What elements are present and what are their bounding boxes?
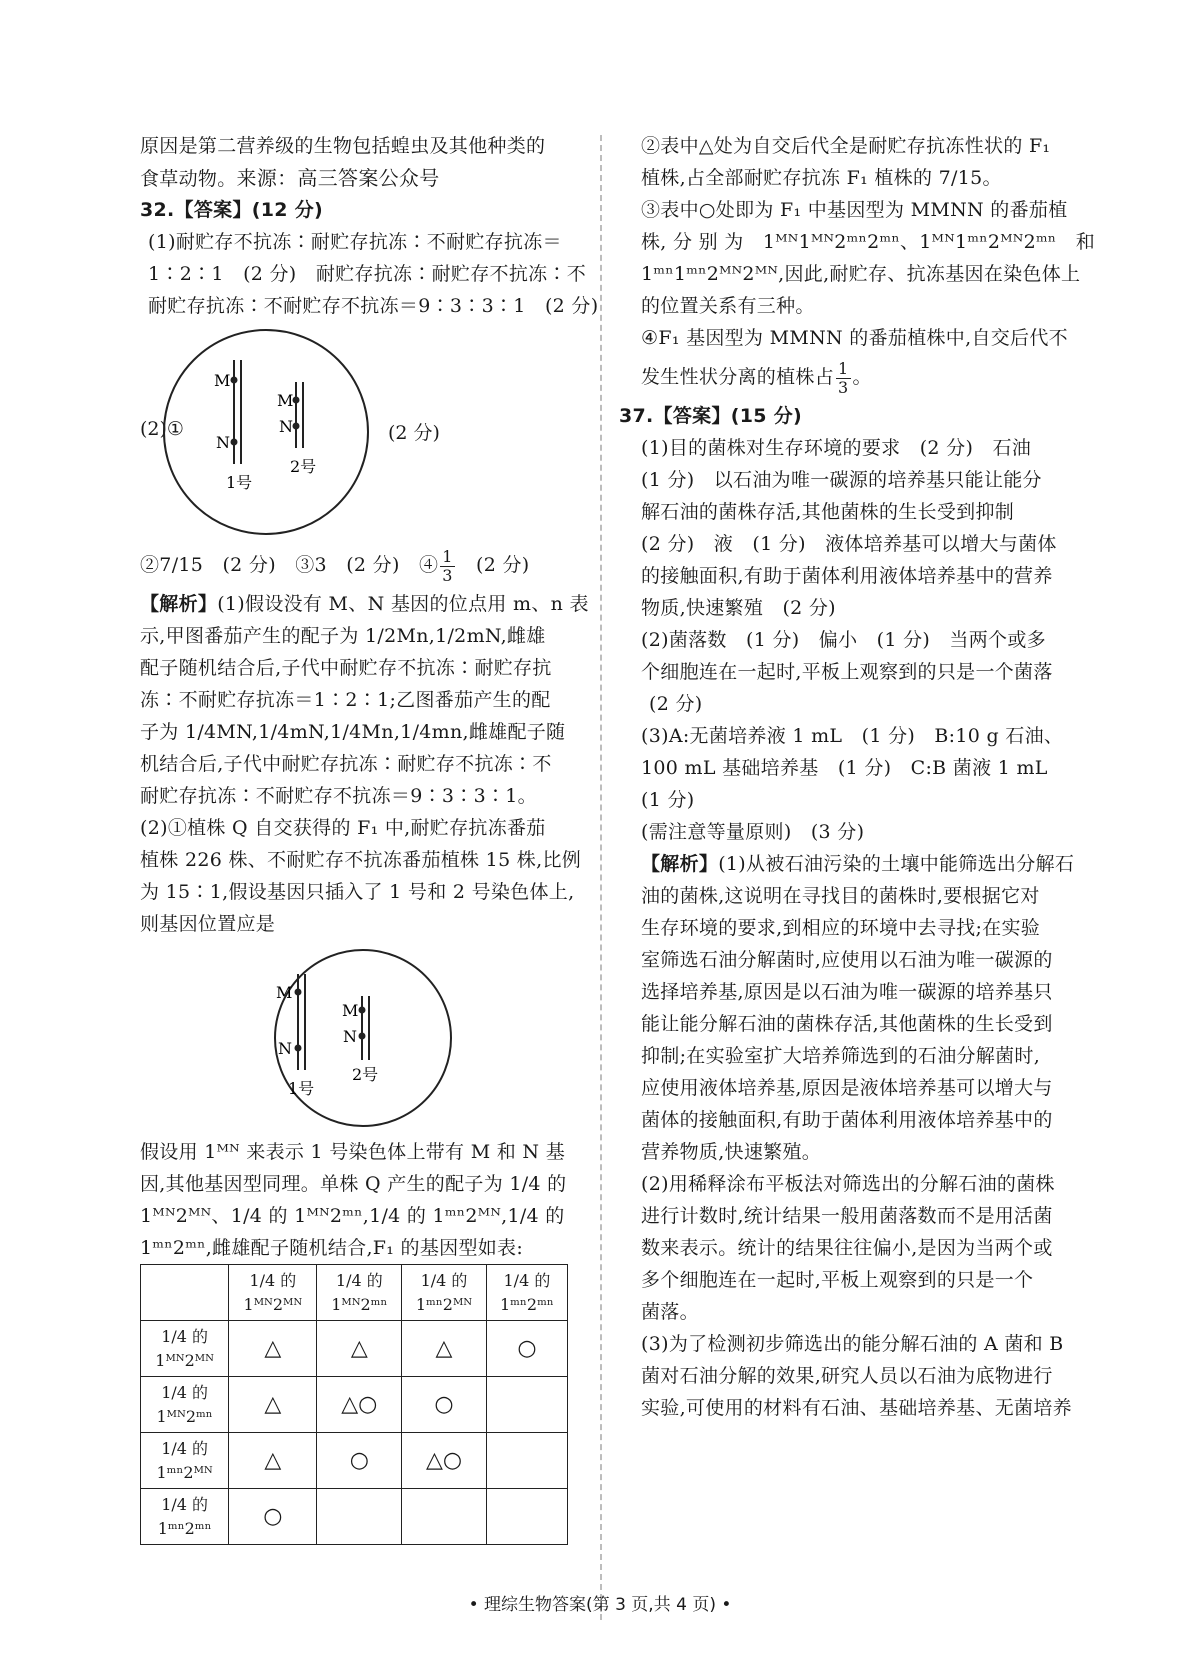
text-line: 生存环境的要求,到相应的环境中去寻找;在实验	[641, 917, 1041, 939]
table-header-cell: 1/4 的 1ᵐⁿ2ᴹᴺ	[402, 1265, 487, 1321]
gene-N-label: N	[216, 433, 230, 452]
text-line: 100 mL 基础培养基 (1 分) C:B 菌液 1 mL	[641, 757, 1048, 779]
text-line: 耐贮存抗冻∶不耐贮存不抗冻＝9∶3∶3∶1 (2 分)	[148, 295, 599, 317]
chromosome-diagram-1	[140, 322, 572, 542]
table-cell: △	[402, 1321, 487, 1377]
table-cell: △○	[402, 1433, 487, 1489]
text-line: 进行计数时,统计结果一般用菌落数而不是用活菌	[641, 1205, 1053, 1227]
text-line: 选择培养基,原因是以石油为唯一碳源的培养基只	[641, 981, 1053, 1003]
table-cell	[486, 1433, 567, 1489]
gene-M-label: M	[214, 371, 231, 390]
table-row-header: 1/4 的 1ᴹᴺ2ᵐⁿ	[141, 1377, 229, 1433]
text-line: 抑制;在实验室扩大培养筛选到的石油分解菌时,	[641, 1045, 1041, 1067]
text-line	[140, 542, 572, 588]
table-cell: △	[229, 1377, 317, 1433]
diagram-1-row	[140, 322, 572, 542]
text-line: 解石油的菌株存活,其他菌株的生长受到抑制	[641, 501, 1015, 523]
diagram-1-label: (2)①	[140, 418, 184, 440]
text-line: 室筛选石油分解菌时,应使用以石油为唯一碳源的	[641, 949, 1053, 971]
text-line: 能让能分解石油的菌株存活,其他菌株的生长受到	[641, 1013, 1053, 1035]
text-line: (1)耐贮存不抗冻∶耐贮存抗冻∶不耐贮存抗冻＝	[148, 231, 562, 253]
table-cell	[486, 1489, 567, 1545]
table-header-cell: 1/4 的 1ᴹᴺ2ᵐⁿ	[317, 1265, 402, 1321]
text-line: ③表中○处即为 F₁ 中基因型为 MMNN 的番茄植	[641, 199, 1068, 221]
text-line: ②表中△处为自交后代全是耐贮存抗冻性状的 F₁	[641, 135, 1051, 157]
table-row	[141, 1321, 568, 1377]
text-line: 油的菌株,这说明在寻找目的菌株时,要根据它对	[641, 885, 1040, 907]
fraction-numerator: 1	[838, 358, 849, 378]
text-line: (1 分)	[641, 789, 695, 811]
text-line: (1)目的菌株对生存环境的要求 (2 分) 石油	[641, 437, 1032, 459]
text-line: 冻∶不耐贮存抗冻＝1∶2∶1;乙图番茄产生的配	[140, 689, 551, 711]
text-span: (1)假设没有 M、N 基因的位点用 m、n 表	[217, 593, 589, 615]
text-line: 耐贮存抗冻∶不耐贮存不抗冻＝9∶3∶3∶1。	[140, 785, 537, 807]
text-line: 应使用液体培养基,原因是液体培养基可以增大与	[641, 1077, 1053, 1099]
text-span: 发生性状分离的植株占	[641, 366, 835, 388]
analysis-tag: 【解析】	[641, 853, 719, 875]
text-line	[641, 848, 1075, 880]
text-line: 的位置关系有三种。	[641, 295, 815, 317]
page-footer: • 理综生物答案(第 3 页,共 4 页) •	[468, 1595, 732, 1615]
chromosome-2-label: 2号	[290, 457, 317, 476]
chromosome-2-label: 2号	[352, 1065, 379, 1084]
q37-header: 37.【答案】(15 分)	[619, 405, 802, 427]
fraction-denominator: 3	[442, 565, 453, 585]
text-line: 个细胞连在一起时,平板上观察到的只是一个菌落	[641, 661, 1053, 683]
fraction	[836, 360, 850, 397]
text-line: 假设用 1ᴹᴺ 来表示 1 号染色体上带有 M 和 N 基	[140, 1141, 565, 1163]
table-cell: △	[229, 1433, 317, 1489]
table-corner-cell	[141, 1265, 229, 1321]
table-cell: ○	[486, 1321, 567, 1377]
fraction	[440, 548, 454, 585]
text-line: 原因是第二营养级的生物包括蝗虫及其他种类的	[140, 135, 546, 157]
text-line: 因,其他基因型同理。单株 Q 产生的配子为 1/4 的	[140, 1173, 567, 1195]
source-note: 来源：高三答案公众号	[236, 166, 440, 190]
text-line: 菌体的接触面积,有助于菌体利用液体培养基中的	[641, 1109, 1053, 1131]
diagram-1-score: (2 分)	[388, 422, 440, 444]
text-line: 多个细胞连在一起时,平板上观察到的只是一个	[641, 1269, 1034, 1291]
text-line: (2)用稀释涂布平板法对筛选出的分解石油的菌株	[641, 1173, 1055, 1195]
chromosome-diagram-2	[140, 940, 572, 1136]
table-cell: △	[229, 1321, 317, 1377]
right-column	[619, 130, 1096, 1424]
gene-M-label: M	[342, 1001, 359, 1020]
table-row	[141, 1377, 568, 1433]
table-header-cell: 1/4 的 1ᴹᴺ2ᴹᴺ	[229, 1265, 317, 1321]
column-divider	[600, 135, 602, 1620]
text-line: 为 15∶1,假设基因只插入了 1 号和 2 号染色体上,	[140, 881, 575, 903]
text-line: 植株,占全部耐贮存抗冻 F₁ 植株的 7/15。	[641, 167, 1002, 189]
text-span: (1)从被石油污染的土壤中能筛选出分解石	[718, 853, 1075, 875]
table-cell: △○	[317, 1377, 402, 1433]
text-span: ②7/15 (2 分) ③3 (2 分) ④	[140, 554, 439, 576]
text-line: (2 分)	[649, 693, 703, 715]
text-line: 1ᴹᴺ2ᴹᴺ、1/4 的 1ᴹᴺ2ᵐⁿ,1/4 的 1ᵐⁿ2ᴹᴺ,1/4 的	[140, 1205, 565, 1227]
chromosome-1-label: 1号	[226, 473, 253, 492]
left-column	[140, 130, 599, 1545]
text-line: 则基因位置应是	[140, 913, 276, 935]
table-cell: △	[317, 1321, 402, 1377]
text-line: 菌对石油分解的效果,研究人员以石油为底物进行	[641, 1365, 1053, 1387]
text-line: (3)为了检测初步筛选出的能分解石油的 A 菌和 B	[641, 1333, 1064, 1355]
table-row-header: 1/4 的 1ᵐⁿ2ᵐⁿ	[141, 1489, 229, 1545]
analysis-tag: 【解析】	[140, 593, 218, 615]
gene-N-label: N	[343, 1027, 357, 1046]
text-span: (2 分)	[456, 554, 530, 576]
text-line: 数来表示。统计的结果往往偏小,是因为当两个或	[641, 1237, 1053, 1259]
table-cell: ○	[402, 1377, 487, 1433]
text-line	[140, 588, 589, 620]
table-header-cell: 1/4 的 1ᵐⁿ2ᵐⁿ	[486, 1265, 567, 1321]
genotype-table	[140, 1264, 568, 1545]
text-line: (需注意等量原则) (3 分)	[641, 821, 865, 843]
diagram-2-row	[140, 940, 572, 1136]
text-line: 株, 分 别 为 1ᴹᴺ1ᴹᴺ2ᵐⁿ2ᵐⁿ、1ᴹᴺ1ᵐⁿ2ᴹᴺ2ᵐⁿ 和	[641, 231, 1096, 253]
table-header-row	[141, 1265, 568, 1321]
text-span: 食草动物。	[140, 168, 237, 190]
text-line: 营养物质,快速繁殖。	[641, 1141, 822, 1163]
text-line	[641, 354, 1071, 400]
table-cell	[486, 1377, 567, 1433]
table-cell	[402, 1489, 487, 1545]
gene-N-label: N	[278, 1039, 292, 1058]
q32-header: 32.【答案】(12 分)	[140, 199, 323, 221]
text-line: (2 分) 液 (1 分) 液体培养基可以增大与菌体	[641, 533, 1057, 555]
text-line: (2)①植株 Q 自交获得的 F₁ 中,耐贮存抗冻番茄	[140, 817, 546, 839]
table-row	[141, 1489, 568, 1545]
table-row-header: 1/4 的 1ᵐⁿ2ᴹᴺ	[141, 1433, 229, 1489]
table-row-header: 1/4 的 1ᴹᴺ2ᴹᴺ	[141, 1321, 229, 1377]
gene-N-label: N	[279, 417, 293, 436]
text-line: 1∶2∶1 (2 分) 耐贮存抗冻∶耐贮存不抗冻∶不	[148, 263, 587, 285]
text-line: (2)菌落数 (1 分) 偏小 (1 分) 当两个或多	[641, 629, 1046, 651]
text-line: 配子随机结合后,子代中耐贮存不抗冻∶耐贮存抗	[140, 657, 552, 679]
fraction-numerator: 1	[442, 546, 453, 566]
text-line: ④F₁ 基因型为 MMNN 的番茄植株中,自交后代不	[641, 327, 1068, 349]
chromosome-1-label: 1号	[288, 1079, 315, 1098]
text-span: 。	[852, 366, 872, 388]
table-row	[141, 1433, 568, 1489]
fraction-denominator: 3	[838, 377, 849, 397]
text-line: 的接触面积,有助于菌体利用液体培养基中的营养	[641, 565, 1053, 587]
text-line: (3)A:无菌培养液 1 mL (1 分) B:10 g 石油、	[641, 725, 1064, 747]
text-line: 1ᵐⁿ2ᵐⁿ,雌雄配子随机结合,F₁ 的基因型如表:	[140, 1237, 524, 1259]
text-line: 机结合后,子代中耐贮存抗冻∶耐贮存不抗冻∶不	[140, 753, 552, 775]
text-line: (1 分) 以石油为唯一碳源的培养基只能让能分	[641, 469, 1042, 491]
text-line: 示,甲图番茄产生的配子为 1/2Mn,1/2mN,雌雄	[140, 625, 546, 647]
text-line: 1ᵐⁿ1ᵐⁿ2ᴹᴺ2ᴹᴺ,因此,耐贮存、抗冻基因在染色体上	[641, 263, 1081, 285]
table-cell: ○	[317, 1433, 402, 1489]
text-line	[140, 162, 572, 194]
text-line: 植株 226 株、不耐贮存不抗冻番茄植株 15 株,比例	[140, 849, 582, 871]
table-cell	[317, 1489, 402, 1545]
gene-M-label: M	[277, 391, 294, 410]
text-line: 物质,快速繁殖 (2 分)	[641, 597, 836, 619]
text-line: 子为 1/4MN,1/4mN,1/4Mn,1/4mn,雌雄配子随	[140, 721, 566, 743]
gene-M-label: M	[276, 983, 293, 1002]
text-line: 实验,可使用的材料有石油、基础培养基、无菌培养	[641, 1397, 1072, 1419]
text-line: 菌落。	[641, 1301, 699, 1323]
table-cell: ○	[229, 1489, 317, 1545]
